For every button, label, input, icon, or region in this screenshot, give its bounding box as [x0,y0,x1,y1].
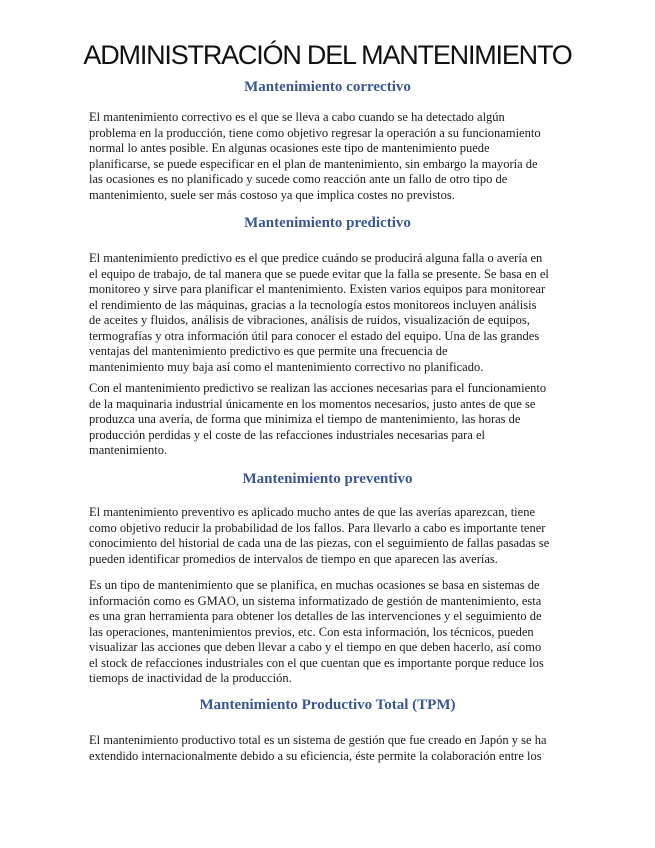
text-line: conocimiento del historial de cada una de las piezas, con el seguimiento de fallas pasadas se [89,536,550,550]
text-line: mantenimiento muy baja así como el mantenimiento correctivo no planificado. [89,359,484,374]
text-line: extendido internacionalmente debido a su eficiencia, éste permite la colaboración entre los [89,748,542,763]
text-line: de aceites y fluidos, análisis de vibraciones, análisis de ruidos, visualización de equipos, [89,313,530,327]
text-line: el rendimiento de las máquinas, gracias a la tecnología estos monitoreos incluyen análisis [89,297,537,312]
text-line: de la maquinaria industrial únicamente en los momentos necesarios, justo antes de que se [89,396,536,411]
text-line: visualizar las acciones que deben llevar a cabo y el tiempo en que deben hacerlo, así como [89,640,542,654]
paragraph-preventivo-2 [89,578,579,687]
paragraph-preventivo-1 [89,505,579,567]
text-line: ventajas del mantenimiento predictivo es que permite una frecuencia de [89,344,448,358]
section-heading-correctivo: Mantenimiento correctivo [244,79,411,95]
text-line: problema en la producción, tiene como objetivo regresar la operación a su funcionamiento [89,125,541,140]
text-line: las operaciones, mantenimientos previos, etc. Con esta información, los técnicos, pueden [89,624,534,639]
text-line: como objetivo reducir la probabilidad de los fallos. Para llevarlo a cabo es importante tener [89,520,546,535]
document-title: ADMINISTRACIÓN DEL MANTENIMIENTO [83,40,572,70]
text-line: es una gran herramienta para obtener los detalles de las intervenciones y el seguimiento de [89,609,542,623]
section-heading-tpm: Mantenimiento Productivo Total (TPM) [199,697,456,713]
section-heading-predictivo: Mantenimiento predictivo [244,215,411,231]
text-line: el stock de refacciones industriales con el que cuentan que es importante porque reduce los [89,655,544,670]
paragraph-predictivo-2 [89,381,579,459]
text-line: El mantenimiento productivo total es un sistema de gestión que fue creado en Japón y se ha [89,733,547,747]
text-line: termografías y otra información útil para conocer el estado del equipo. Una de las grandes [89,328,540,343]
text-line: tiemops de inactividad de la producción. [89,671,292,685]
text-line: El mantenimiento predictivo es el que predice cuándo se producirá alguna falla o avería en [89,251,543,265]
text-line: El mantenimiento correctivo es el que se lleva a cabo cuando se ha detectado algún [89,110,505,124]
text-line: las ocasiones es no planificado y sucede como reacción ante un fallo de otro tipo de [89,172,508,186]
text-line: el equipo de trabajo, de tal manera que se puede evitar que la falla se presente. Se basa en el [89,266,549,281]
paragraph-tpm-1 [89,733,579,764]
text-line: producción perdidas y el coste de las refacciones industriales necesarias para el [89,427,486,442]
section-heading-preventivo: Mantenimiento preventivo [242,471,413,487]
text-line: Es un tipo de mantenimiento que se planifica, en muchas ocasiones se basa en sistemas de [89,578,540,592]
text-line: mantenimiento. [89,443,168,457]
text-line: mantenimiento, suele ser más costoso ya que implica costes no previstos. [89,187,455,202]
text-line: información como es GMAO, un sistema informatizado de gestión de mantenimiento, esta [89,593,542,608]
text-line: produzca una avería, de forma que minimiza el tiempo de mantenimiento, las horas de [89,412,521,426]
text-line: monitoreo y sirve para planificar el mantenimiento. Existen varios equipos para monitorear [89,282,546,296]
text-line: El mantenimiento preventivo es aplicado mucho antes de que las averías aparezcan, tiene [89,505,535,519]
paragraph-correctivo [89,110,579,203]
text-line: normal lo antes posible. En algunas ocasiones este tipo de mantenimiento puede [89,141,490,155]
text-line: planificarse, se puede especificar en el plan de mantenimiento, sin embargo la mayoría de [89,156,538,171]
paragraph-predictivo-1 [89,251,579,375]
text-line: Con el mantenimiento predictivo se realizan las acciones necesarias para el funcionamiento [89,381,547,395]
text-line: pueden identificar promedios de intervalos de tiempo en que aparecen las averías. [89,551,498,566]
